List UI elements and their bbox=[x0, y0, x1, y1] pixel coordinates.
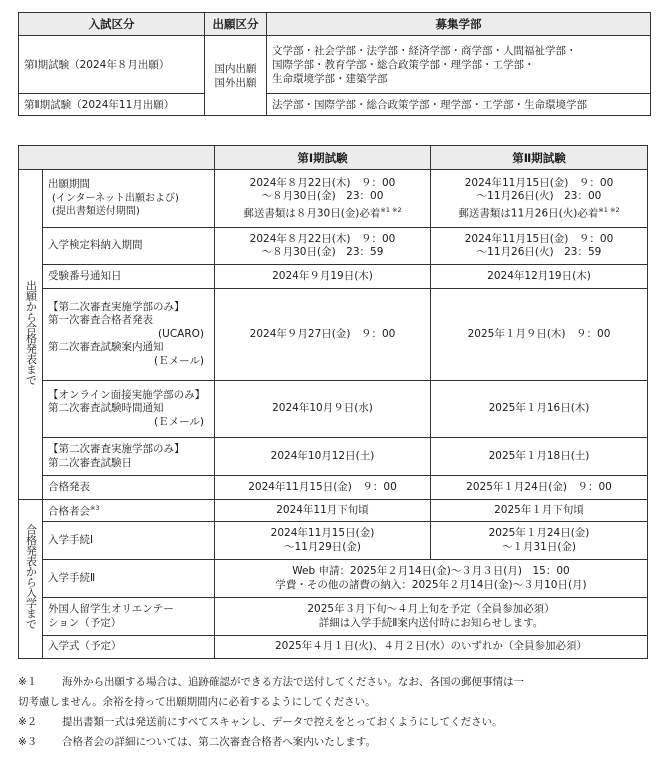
phase1-first-result: 2024年９月27日(金) ９：00 bbox=[215, 289, 431, 381]
row-label-orientation bbox=[43, 598, 215, 636]
application-type-domestic: 国内出願 bbox=[214, 62, 257, 75]
phase1-fee-period bbox=[215, 228, 431, 265]
footnote-2 bbox=[18, 712, 658, 732]
value-line: 2024年11月15日(金) bbox=[270, 527, 375, 539]
faculty-table bbox=[18, 12, 651, 116]
phase1-exam-number: 2024年９月19日(木) bbox=[215, 265, 431, 289]
label-sub: (提出書類送付期間) bbox=[52, 206, 140, 218]
table-row bbox=[19, 560, 648, 598]
phase2-pass-announcement: 2025年１月24日(金) ９：00 bbox=[431, 476, 648, 500]
row-label-first-result bbox=[43, 289, 215, 381]
value-line: 郵送書類は８月30日(金)必着 bbox=[243, 207, 381, 219]
footnote-text: 海外から出願する場合は、追跡確認ができる方法で送付してください。なお、各国の郵便事情は一 bbox=[62, 676, 524, 688]
value-line: ～８月30日(金) 23：59 bbox=[261, 246, 384, 258]
application-type-overseas: 国外出願 bbox=[214, 76, 257, 89]
header-phase1: 第Ⅰ期試験 bbox=[215, 146, 431, 170]
label-text: 出願期間 bbox=[48, 178, 90, 191]
phase1-application-period bbox=[215, 170, 431, 228]
header-application-type: 出願区分 bbox=[205, 13, 267, 36]
ceremony-value: 2025年４月１日(火)、４月２日(水）のいずれか（全員参加必須） bbox=[215, 636, 648, 659]
value-line: 学費・その他の諸費の納入：2025年２月14日(金)～３月10日(月) bbox=[275, 578, 587, 591]
faculty-line: 文学部・社会学部・法学部・経済学部・商学部・人間福祉学部・ bbox=[272, 44, 577, 57]
label-text: (UCARO) bbox=[158, 327, 204, 340]
table-row bbox=[19, 598, 648, 636]
row-label-second-exam bbox=[43, 438, 215, 476]
group-result-to-enrollment bbox=[19, 500, 43, 659]
label-text: (Ｅメール) bbox=[154, 354, 204, 367]
value-line: ～１月31日(金) bbox=[501, 540, 577, 553]
table-row bbox=[19, 36, 651, 94]
value-line: Web 申請：2025年２月14日(金)～３月３日(月) 15：00 bbox=[292, 565, 570, 577]
phase1-online-interview: 2024年10月９日(水) bbox=[215, 381, 431, 438]
row-label-pass-announcement: 合格発表 bbox=[43, 476, 215, 500]
table-row bbox=[19, 381, 648, 438]
footnote-text: 切考慮しません。余裕を持って出願期間内に必着するようにしてください。 bbox=[18, 696, 376, 708]
procedure-2-value bbox=[215, 560, 648, 598]
footnote-1 bbox=[18, 672, 658, 692]
row-label-procedure-1: 入学手続Ⅰ bbox=[43, 522, 215, 560]
phase1-meeting: 2024年11月下旬頃 bbox=[215, 500, 431, 522]
label-text: 第二次審査試験時間通知 bbox=[48, 402, 164, 415]
phase2-procedure-1 bbox=[431, 522, 648, 560]
table-row bbox=[19, 636, 648, 659]
table-row bbox=[19, 500, 648, 522]
phase2-fee-period bbox=[431, 228, 648, 265]
label-sub-text: 提出書類送付期間 bbox=[55, 206, 136, 218]
row-label-online-interview bbox=[43, 381, 215, 438]
faculty-line: 国際学部・教育学部・総合政策学部・理学部・工学部・ bbox=[272, 58, 535, 71]
schedule-table bbox=[18, 145, 648, 659]
value-line: 2025年３月下旬～４月上旬を予定（全員参加必須） bbox=[307, 603, 555, 615]
value-line: 2024年11月15日(金) ９：00 bbox=[464, 176, 614, 189]
label-sub: (インターネット出願および) bbox=[52, 192, 179, 204]
row-label-exam-number: 受験番号通知日 bbox=[43, 265, 215, 289]
phase1-procedure-1 bbox=[215, 522, 431, 560]
footnote-mark: ※1 ※2 bbox=[380, 205, 402, 214]
value-line: ～11月26日(火) 23：59 bbox=[476, 246, 602, 258]
header-exam-division: 入試区分 bbox=[19, 13, 205, 36]
table-row bbox=[19, 170, 648, 228]
header-blank bbox=[19, 146, 215, 170]
group-label: 出願から合格発表まで bbox=[24, 279, 38, 385]
footnotes bbox=[18, 672, 658, 752]
value-line: ～11月29日(金) bbox=[284, 540, 361, 553]
value-line: 2024年11月15日(金) ９：00 bbox=[464, 232, 614, 245]
phase2-meeting: 2025年１月下旬頃 bbox=[431, 500, 648, 522]
group-label: 合格発表から入学まで bbox=[24, 524, 38, 630]
footnote-mark: ※1 ※2 bbox=[598, 205, 620, 214]
value-line: 郵送書類は11月26日(火)必着 bbox=[458, 207, 599, 219]
division-2: 第Ⅱ期試験（2024年11月出願） bbox=[19, 94, 205, 116]
faculty-line: 生命環境学部・建築学部 bbox=[272, 72, 388, 85]
group-application-to-result bbox=[19, 170, 43, 500]
value-line: ～８月30日(金) 23：00 bbox=[261, 190, 384, 202]
row-label-meeting bbox=[43, 500, 215, 522]
header-faculties: 募集学部 bbox=[267, 13, 651, 36]
application-type-cell bbox=[205, 36, 267, 116]
row-label-application-period bbox=[43, 170, 215, 228]
footnote-mark: ※3 bbox=[90, 504, 100, 512]
label-text: 外国人留学生オリエンテー bbox=[48, 603, 174, 615]
faculties-2: 法学部・国際学部・総合政策学部・理学部・工学部・生命環境学部 bbox=[267, 94, 651, 116]
footnote-text: 合格者会の詳細については、第二次審査合格者へ案内いたします。 bbox=[62, 736, 376, 748]
orientation-value bbox=[215, 598, 648, 636]
phase2-exam-number: 2024年12月19日(木) bbox=[431, 265, 648, 289]
row-label-fee-period: 入学検定料納入期間 bbox=[43, 228, 215, 265]
table-row bbox=[19, 438, 648, 476]
label-text: 第一次審査合格者発表 bbox=[48, 314, 153, 327]
footnote-3 bbox=[18, 732, 658, 752]
row-label-ceremony: 入学式（予定） bbox=[43, 636, 215, 659]
value-line: 2024年８月22日(木) ９：00 bbox=[249, 232, 396, 245]
label-text: 合格者会 bbox=[48, 505, 90, 518]
header-phase2: 第Ⅱ期試験 bbox=[431, 146, 648, 170]
label-text: (Ｅメール) bbox=[154, 415, 204, 428]
table-row bbox=[19, 94, 651, 116]
table-row bbox=[19, 265, 648, 289]
division-1: 第Ⅰ期試験（2024年８月出願） bbox=[19, 36, 205, 94]
table-row bbox=[19, 289, 648, 381]
footnote-text: 提出書類一式は発送前にすべてスキャンし、データで控えをとっておくようにしてください。 bbox=[62, 716, 503, 728]
label-text: 第二次審査試験日 bbox=[48, 456, 132, 469]
footnote-mark: ※２ bbox=[18, 716, 38, 728]
schedule-header bbox=[19, 146, 648, 170]
row-label-procedure-2: 入学手続Ⅱ bbox=[43, 560, 215, 598]
phase2-online-interview: 2025年１月16日(木) bbox=[431, 381, 648, 438]
phase2-second-exam: 2025年１月18日(土) bbox=[431, 438, 648, 476]
table-row bbox=[19, 476, 648, 500]
value-line: 詳細は入学手続Ⅱ案内送付時にお知らせします。 bbox=[318, 616, 544, 629]
label-text: 【オンライン面接実施学部のみ】 bbox=[48, 388, 206, 401]
label-text: 【第二次審査実施学部のみ】 bbox=[48, 443, 185, 455]
label-text: 第二次審査試験案内通知 bbox=[48, 341, 164, 354]
label-text: 【第二次審査実施学部のみ】 bbox=[48, 300, 185, 313]
table-row bbox=[19, 522, 648, 560]
label-text: ション（予定） bbox=[48, 616, 122, 629]
faculties-1 bbox=[267, 36, 651, 94]
footnote-mark: ※３ bbox=[18, 736, 38, 748]
value-line: 2025年１月24日(金) bbox=[488, 527, 590, 539]
value-line: ～11月26日(火) 23：00 bbox=[476, 190, 602, 202]
label-sub-text: インターネット出願および bbox=[55, 192, 176, 204]
footnote-mark: ※１ bbox=[18, 676, 38, 688]
faculty-table-header bbox=[19, 13, 651, 36]
phase1-second-exam: 2024年10月12日(土) bbox=[215, 438, 431, 476]
phase2-application-period bbox=[431, 170, 648, 228]
value-line: 2024年８月22日(木) ９：00 bbox=[249, 176, 396, 189]
phase1-pass-announcement: 2024年11月15日(金) ９：00 bbox=[215, 476, 431, 500]
phase2-first-result: 2025年１月９日(木) ９：00 bbox=[431, 289, 648, 381]
table-row bbox=[19, 228, 648, 265]
